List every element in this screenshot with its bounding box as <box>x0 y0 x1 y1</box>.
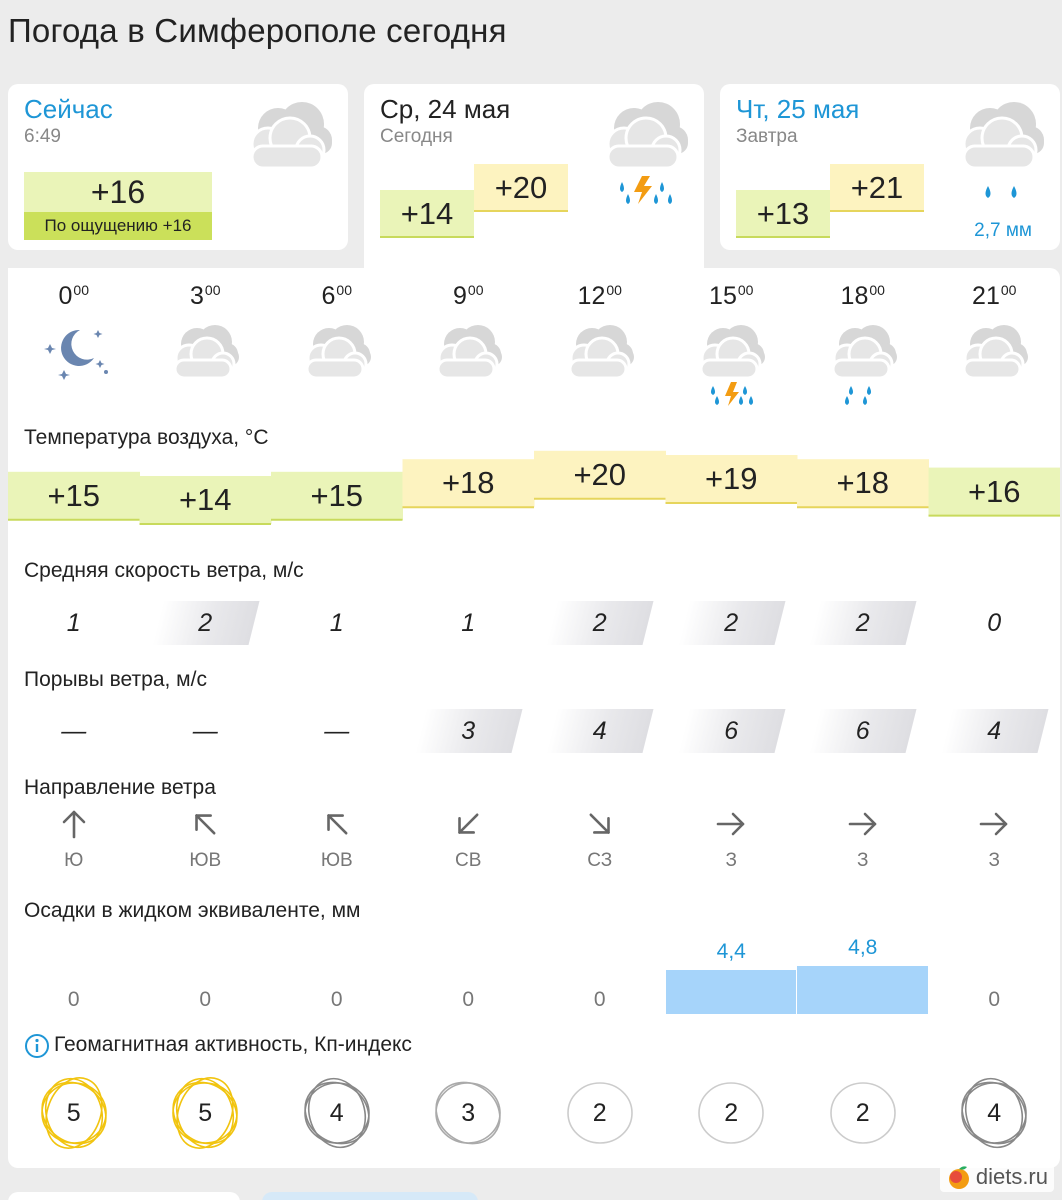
wind-direction-label: ЮВ <box>320 850 353 871</box>
today-sub: Сегодня <box>380 126 453 147</box>
now-time: 6:49 <box>24 126 61 147</box>
arrow-icon <box>847 808 879 840</box>
apple-logo-icon <box>946 1164 972 1190</box>
wind-direction <box>666 808 798 872</box>
wind-direction-label: СВ <box>455 850 482 871</box>
geo-label: Геомагнитная активность, Кп-индекс <box>54 1033 412 1056</box>
gust-value: — <box>61 717 87 745</box>
wind-direction-label: ЮВ <box>189 850 222 871</box>
arrow-icon <box>58 808 90 840</box>
watermark <box>940 1162 1054 1192</box>
temperature-row <box>8 448 1060 548</box>
today-card[interactable] <box>364 84 704 269</box>
tomorrow-low: +13 <box>736 190 830 238</box>
kp-index-badge <box>403 1073 535 1153</box>
temperature-value: +18 <box>836 465 890 501</box>
rain-icon <box>797 320 929 420</box>
precip-value: 4,4 <box>716 940 746 963</box>
kp-index-value: 4 <box>987 1098 1002 1127</box>
temperature-value: +15 <box>47 477 101 513</box>
tomorrow-precip: 2,7 мм <box>974 220 1032 241</box>
wind-speed-value: 2 <box>140 601 272 645</box>
bottom-tab-active[interactable] <box>262 1192 478 1200</box>
kp-index-value: 2 <box>855 1098 870 1127</box>
cloudy-icon <box>403 320 535 420</box>
wind-direction <box>271 808 403 872</box>
precip-value: 4,8 <box>848 936 878 959</box>
now-temperature: +16 <box>24 172 212 212</box>
kp-index-value: 4 <box>329 1098 344 1127</box>
hour-label: $18^{00}$ <box>840 282 885 310</box>
night-clear-icon <box>8 320 140 420</box>
precip-value: 0 <box>988 988 1001 1011</box>
precip-label: Осадки в жидком эквиваленте, мм <box>24 899 361 922</box>
gust-value: 4 <box>534 709 666 753</box>
wind-direction <box>534 808 666 872</box>
cloudy-icon <box>240 96 336 181</box>
wind-direction-label: З <box>988 850 1000 871</box>
kp-index-badge <box>666 1073 798 1153</box>
kp-index-badge <box>271 1073 403 1153</box>
precip-value: 0 <box>67 988 80 1011</box>
cloudy-icon <box>140 320 272 420</box>
gust-value: 6 <box>666 709 798 753</box>
today-title: Ср, 24 мая <box>380 94 511 124</box>
wind-direction <box>403 808 535 872</box>
gust-value: 4 <box>929 709 1061 753</box>
wind-speed-row <box>8 601 1060 645</box>
hours-row <box>8 282 1060 312</box>
temperature-value: +15 <box>310 477 364 513</box>
hour-icons-row <box>8 320 1060 420</box>
precip-bar <box>797 966 928 1014</box>
wind-direction-label: З <box>857 850 869 871</box>
wind-direction <box>797 808 929 872</box>
gust-value: — <box>324 717 350 745</box>
today-high: +20 <box>474 164 568 212</box>
precip-value: 0 <box>593 988 606 1011</box>
hour-label: $9^{00}$ <box>453 282 484 310</box>
kp-index-badge <box>8 1073 140 1153</box>
page-title: Погода в Симферополе сегодня <box>8 12 507 49</box>
arrow-icon <box>452 808 484 840</box>
hour-label: $21^{00}$ <box>972 282 1017 310</box>
hourly-panel <box>8 268 1060 1168</box>
temperature-value: +18 <box>441 465 495 501</box>
hour-label: $3^{00}$ <box>190 282 221 310</box>
gusts-label: Порывы ветра, м/с <box>24 668 207 691</box>
direction-label: Направление ветра <box>24 776 216 799</box>
gusts-row <box>8 709 1060 753</box>
hour-label: $12^{00}$ <box>577 282 622 310</box>
cloudy-icon <box>271 320 403 420</box>
arrow-icon <box>189 808 221 840</box>
tomorrow-title[interactable]: Чт, 25 мая <box>736 94 860 124</box>
arrow-icon <box>584 808 616 840</box>
kp-index-value: 2 <box>724 1098 739 1127</box>
tomorrow-high: +21 <box>830 164 924 212</box>
precip-value: 0 <box>462 988 475 1011</box>
bottom-tab[interactable] <box>8 1192 240 1200</box>
hour-label: $15^{00}$ <box>709 282 754 310</box>
wind-speed-label: Средняя скорость ветра, м/с <box>24 559 304 582</box>
now-feels-like: По ощущению +16 <box>24 212 212 240</box>
watermark-text: diets.ru <box>975 1164 1048 1189</box>
hour-label: $6^{00}$ <box>321 282 352 310</box>
cloudy-icon <box>534 320 666 420</box>
info-icon[interactable] <box>24 1033 50 1059</box>
arrow-icon <box>715 808 747 840</box>
temperature-value: +19 <box>704 461 758 496</box>
gust-value: 3 <box>403 709 535 753</box>
precip-value: 0 <box>199 988 212 1011</box>
direction-row <box>8 808 1060 888</box>
wind-speed-value: 1 <box>66 609 81 637</box>
today-low: +14 <box>380 190 474 238</box>
arrow-icon <box>978 808 1010 840</box>
wind-direction <box>8 808 140 872</box>
now-title[interactable]: Сейчас <box>24 94 113 124</box>
kp-index-value: 3 <box>461 1098 476 1127</box>
wind-speed-value: 1 <box>461 609 476 637</box>
thunderstorm-icon <box>596 96 692 211</box>
wind-direction <box>929 808 1061 872</box>
wind-speed-value: 2 <box>797 601 929 645</box>
now-card[interactable] <box>8 84 348 250</box>
temperature-value: +16 <box>967 473 1021 509</box>
tomorrow-sub: Завтра <box>736 126 798 147</box>
wind-speed-value: 1 <box>329 609 344 637</box>
temperature-value: +14 <box>178 482 232 517</box>
kp-index-value: 5 <box>66 1098 81 1127</box>
precip-value: 0 <box>330 988 343 1011</box>
precip-row <box>8 928 1060 1028</box>
kp-index-badge <box>929 1073 1061 1153</box>
hour-label: $0^{00}$ <box>58 282 89 310</box>
kp-index-value: 5 <box>198 1098 213 1127</box>
geo-row <box>8 1073 1060 1153</box>
precip-bar <box>666 970 797 1014</box>
wind-direction-label: СЗ <box>587 850 613 871</box>
wind-direction-label: З <box>725 850 737 871</box>
thunderstorm-icon <box>666 320 798 420</box>
gust-value: 6 <box>797 709 929 753</box>
kp-index-badge <box>140 1073 272 1153</box>
wind-direction <box>140 808 272 872</box>
kp-index-badge <box>797 1073 929 1153</box>
wind-speed-value: 2 <box>666 601 798 645</box>
kp-index-badge <box>534 1073 666 1153</box>
wind-speed-value: 2 <box>534 601 666 645</box>
temperature-value: +20 <box>573 456 627 492</box>
tomorrow-card[interactable] <box>720 84 1060 250</box>
wind-direction-label: Ю <box>64 850 84 871</box>
rain-icon <box>952 96 1048 211</box>
wind-speed-value: 0 <box>987 609 1002 637</box>
cloudy-icon <box>929 320 1061 420</box>
kp-index-value: 2 <box>592 1098 607 1127</box>
arrow-icon <box>321 808 353 840</box>
gust-value: — <box>192 717 218 745</box>
temperature-label: Температура воздуха, °C <box>24 426 269 449</box>
